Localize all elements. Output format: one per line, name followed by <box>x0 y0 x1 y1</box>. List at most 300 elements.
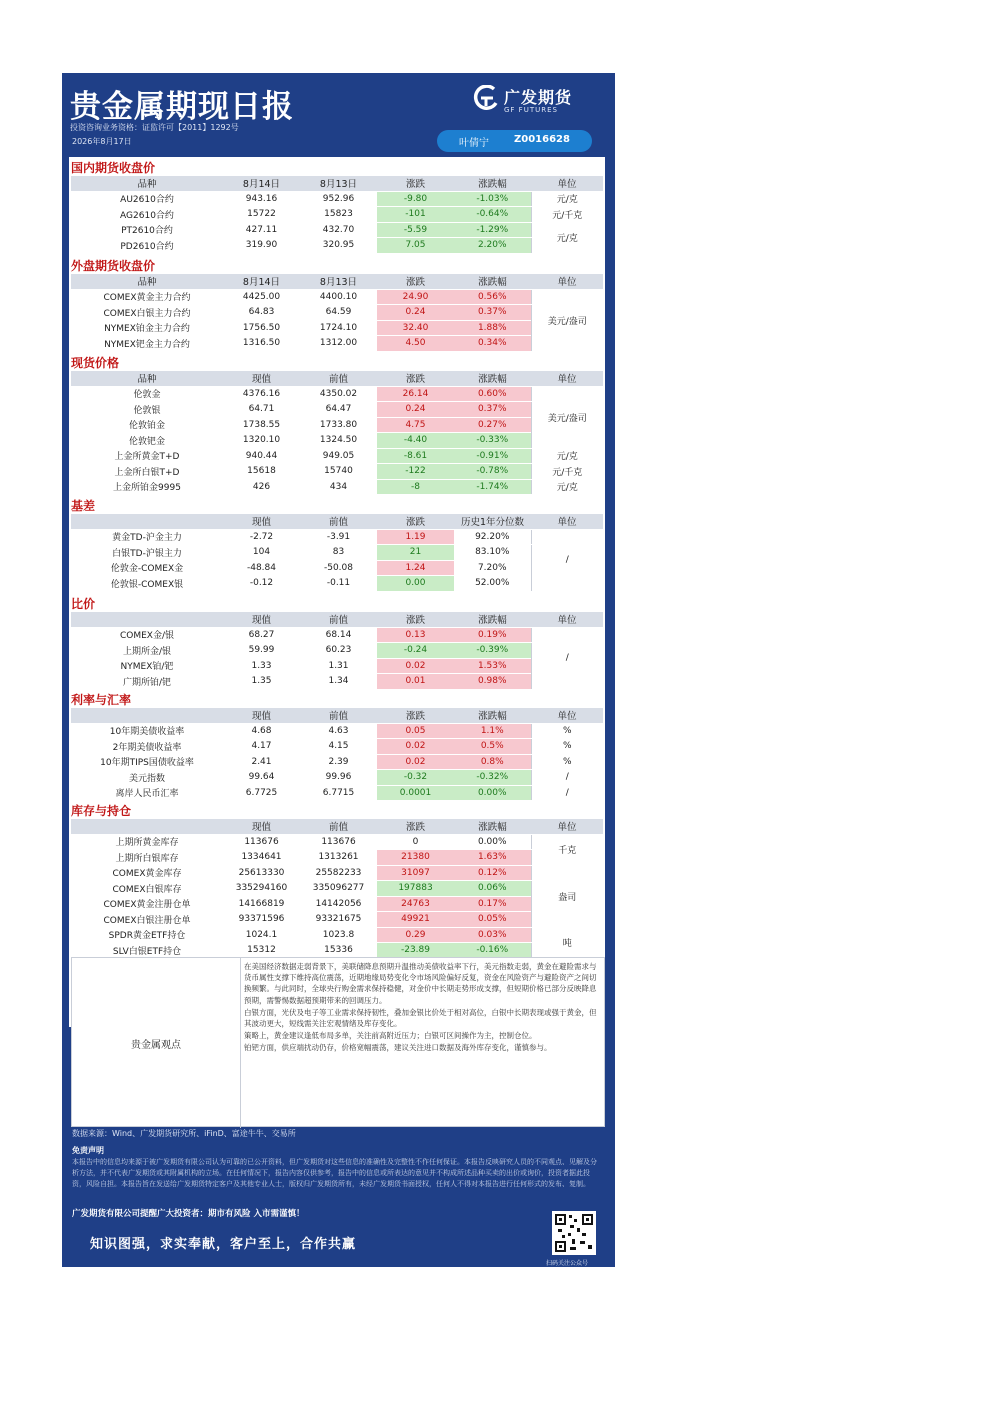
cell-name: COMEX黄金注册仓单 <box>71 896 223 912</box>
cell-previous: 83 <box>300 545 377 561</box>
cell-change: 0.05 <box>377 723 454 739</box>
cell-current: 64.83 <box>223 305 300 321</box>
cell-current: 6.7725 <box>223 785 300 801</box>
col-header: 8月14日 <box>223 274 300 289</box>
col-header: 历史1年分位数 <box>454 514 531 529</box>
col-header: 涨跌幅 <box>454 708 531 723</box>
disclaimer-text: 本报告中的信息均来源于被广发期货有限公司认为可靠的已公开资料，但广发期货对这些信息的准确性及完整性不作任何保证。本报告反映研究人员的不同观点、见解及分析方法，并不代表广发期货或其附属机构的立场。在任何情况下，报告内容仅供参考，报告中的信息或所表达的意见并不构成所述品种买卖的出价或询价，投资者据此投资，风险自担。本报告旨在发送给广发期货特定客户及其他专业人士，版权归广发期货所有，未经广发期货书面授权，任何人不得对本报告进行任何形式的发布、复制。 <box>72 1158 597 1188</box>
table-header-row <box>71 274 603 289</box>
qr-code-icon <box>552 1211 596 1255</box>
cell-name: 10年期美债收益率 <box>71 723 223 739</box>
cell-name: 伦敦银 <box>71 402 223 418</box>
report-date: 2026年8月17日 <box>72 137 132 146</box>
cell-unit: / <box>531 627 603 689</box>
foreign-table <box>71 274 603 352</box>
cell-previous: 320.95 <box>300 238 377 254</box>
cell-current: 1316.50 <box>223 336 300 352</box>
cell-unit: 元/千克 <box>531 207 603 223</box>
cell-change-pct: -0.32% <box>454 770 531 786</box>
cell-current: 1.35 <box>223 674 300 690</box>
logo-text-en: GF FUTURES <box>504 106 558 114</box>
cell-previous: 113676 <box>300 834 377 850</box>
cell-change-pct: 0.00% <box>454 785 531 801</box>
cell-change-pct: 0.56% <box>454 289 531 305</box>
report-title: 贵金属期现日报 <box>70 89 294 125</box>
cell-current: 319.90 <box>223 238 300 254</box>
cell-current: -2.72 <box>223 529 300 545</box>
license-text: 投资咨询业务资格：证监许可【2011】1292号 <box>70 123 239 132</box>
col-header: 单位 <box>531 708 603 723</box>
cell-percentile: 92.20% <box>454 529 531 545</box>
cell-previous: -50.08 <box>300 560 377 576</box>
table-row <box>71 643 603 659</box>
cell-unit: 美元/盎司 <box>531 386 603 448</box>
col-header: 单位 <box>531 371 603 386</box>
view-paragraph: 铂钯方面，供应端扰动仍存，价格宽幅震荡，建议关注进口数据及海外库存变化，谨慎参与。 <box>244 1043 552 1053</box>
section-title-rates: 利率与汇率 <box>71 693 132 707</box>
cell-current: 1320.10 <box>223 433 300 449</box>
cell-change: -23.89 <box>377 943 454 959</box>
cell-change: 32.40 <box>377 320 454 336</box>
table-row <box>71 723 603 739</box>
cell-previous: 432.70 <box>300 222 377 238</box>
cell-change: 0 <box>377 834 454 850</box>
cell-unit: 盎司 <box>531 865 603 927</box>
col-header: 单位 <box>531 514 603 529</box>
cell-previous: 93321675 <box>300 912 377 928</box>
cell-name: 上金所黄金T+D <box>71 448 223 464</box>
cell-previous: 1312.00 <box>300 336 377 352</box>
cell-previous: 15336 <box>300 943 377 959</box>
cell-unit: 元/克 <box>531 222 603 253</box>
cell-change-pct: 0.37% <box>454 305 531 321</box>
cell-change-pct: -1.03% <box>454 191 531 207</box>
cell-change: 0.0001 <box>377 785 454 801</box>
cell-name: PD2610合约 <box>71 238 223 254</box>
cell-current: 427.11 <box>223 222 300 238</box>
cell-current: 2.41 <box>223 754 300 770</box>
table-row <box>71 545 603 561</box>
cell-change: 4.50 <box>377 336 454 352</box>
cell-previous: -3.91 <box>300 529 377 545</box>
col-header: 涨跌幅 <box>454 612 531 627</box>
section-title-spot: 现货价格 <box>71 356 120 370</box>
cell-previous: 1313261 <box>300 850 377 866</box>
table-row <box>71 305 603 321</box>
cell-current: 4376.16 <box>223 386 300 402</box>
cell-name: SPDR黄金ETF持仓 <box>71 927 223 943</box>
view-paragraph: 策略上，黄金建议逢低布局多单，关注前高附近压力；白银可区间操作为主，控制仓位。 <box>244 1031 537 1041</box>
table-row <box>71 785 603 801</box>
section-title-inventory: 库存与持仓 <box>71 804 132 818</box>
col-header: 现值 <box>223 371 300 386</box>
cell-name: NYMEX钯金主力合约 <box>71 336 223 352</box>
cell-name: 广期所铂/钯 <box>71 674 223 690</box>
cell-name: 伦敦铂金 <box>71 417 223 433</box>
cell-change: 0.00 <box>377 576 454 592</box>
table-row <box>71 912 603 928</box>
cell-change: 0.13 <box>377 627 454 643</box>
cell-current: 1334641 <box>223 850 300 866</box>
col-header: 涨跌幅 <box>454 371 531 386</box>
cell-change-pct: 1.53% <box>454 658 531 674</box>
cell-previous: 60.23 <box>300 643 377 659</box>
cell-change-pct: 1.1% <box>454 723 531 739</box>
cell-previous: 4350.02 <box>300 386 377 402</box>
data-source-note: 数据来源：Wind、广发期货研究所、iFinD、富途牛牛、交易所 <box>72 1129 296 1138</box>
ratio-table <box>71 612 603 690</box>
market-view-label: 贵金属观点 <box>72 958 241 1128</box>
cell-change: 24.90 <box>377 289 454 305</box>
cell-name: 离岸人民币汇率 <box>71 785 223 801</box>
cell-change: 0.24 <box>377 402 454 418</box>
table-row <box>71 207 603 223</box>
cell-percentile: 7.20% <box>454 560 531 576</box>
cell-name: 上金所白银T+D <box>71 464 223 480</box>
col-header: 现值 <box>223 708 300 723</box>
col-header: 现值 <box>223 612 300 627</box>
cell-change-pct: 0.98% <box>454 674 531 690</box>
analyst-name: 叶倩宁 <box>459 138 489 149</box>
col-header: 单位 <box>531 274 603 289</box>
col-header: 前值 <box>300 819 377 834</box>
cell-previous: 4.15 <box>300 739 377 755</box>
col-header: 涨跌 <box>377 514 454 529</box>
cell-current: 104 <box>223 545 300 561</box>
cell-change: 0.02 <box>377 658 454 674</box>
gf-logo-icon <box>472 85 500 113</box>
cell-change: 26.14 <box>377 386 454 402</box>
cell-current: 940.44 <box>223 448 300 464</box>
cell-name: COMEX黄金库存 <box>71 865 223 881</box>
cell-name: 上期所白银库存 <box>71 850 223 866</box>
cell-name: COMEX金/银 <box>71 627 223 643</box>
cell-current: 113676 <box>223 834 300 850</box>
cell-name: SLV白银ETF持仓 <box>71 943 223 959</box>
col-header: 前值 <box>300 371 377 386</box>
cell-change-pct: 0.27% <box>454 417 531 433</box>
cell-unit: 元/克 <box>531 448 603 464</box>
col-header <box>71 708 223 723</box>
view-paragraph: 在美国经济数据走弱背景下，美联储降息预期升温推动美债收益率下行，美元指数走弱，黄金在避险需求与货币属性支撑下维持高位震荡，近期地缘局势变化令市场风险偏好反复，资金在风险资产与避险资产之间切换频繁。与此同时，全球央行购金需求保持稳健，对金价中长期走势形成支撑，但短期价格已部分反映降息预期，需警惕数据超预期带来的回调压力。 <box>244 962 597 1005</box>
col-header: 8月13日 <box>300 274 377 289</box>
cell-change-pct: 0.5% <box>454 739 531 755</box>
col-header: 现值 <box>223 819 300 834</box>
col-header <box>71 514 223 529</box>
table-row <box>71 336 603 352</box>
cell-name: 上期所黄金库存 <box>71 834 223 850</box>
view-paragraph: 白银方面，光伏及电子等工业需求保持韧性，叠加金银比价处于相对高位，白银中长期表现或强于黄金，但其波动更大，短线需关注宏观情绪及库存变化。 <box>244 1007 597 1029</box>
cell-previous: 1324.50 <box>300 433 377 449</box>
company-logo <box>472 85 592 119</box>
table-row <box>71 770 603 786</box>
cell-previous: 1724.10 <box>300 320 377 336</box>
cell-change: 0.24 <box>377 305 454 321</box>
cell-name: 黄金TD-沪金主力 <box>71 529 223 545</box>
report-sheet <box>62 73 615 1267</box>
cell-percentile: 52.00% <box>454 576 531 592</box>
cell-current: 4.68 <box>223 723 300 739</box>
qr-caption: 扫码关注公众号 <box>546 1260 589 1267</box>
cell-change-pct: 0.37% <box>454 402 531 418</box>
table-header-row <box>71 514 603 529</box>
col-header: 前值 <box>300 708 377 723</box>
cell-change: 21 <box>377 545 454 561</box>
cell-change: 0.02 <box>377 754 454 770</box>
cell-change-pct: 0.34% <box>454 336 531 352</box>
cell-change: -122 <box>377 464 454 480</box>
cell-previous: 68.14 <box>300 627 377 643</box>
cell-previous: 1.34 <box>300 674 377 690</box>
cell-unit: % <box>531 754 603 770</box>
cell-unit: 千克 <box>531 834 603 865</box>
cell-change-pct: -0.64% <box>454 207 531 223</box>
cell-previous: -0.11 <box>300 576 377 592</box>
col-header <box>71 612 223 627</box>
cell-current: 1738.55 <box>223 417 300 433</box>
col-header: 涨跌 <box>377 176 454 191</box>
cell-previous: 1733.80 <box>300 417 377 433</box>
cell-current: 1.33 <box>223 658 300 674</box>
cell-current: 15722 <box>223 207 300 223</box>
cell-change: -5.59 <box>377 222 454 238</box>
cell-change: -4.40 <box>377 433 454 449</box>
cell-current: 99.64 <box>223 770 300 786</box>
cell-unit: / <box>531 785 603 801</box>
table-row <box>71 674 603 690</box>
cell-previous: 15823 <box>300 207 377 223</box>
cell-name: 伦敦金-COMEX金 <box>71 560 223 576</box>
section-title-basis: 基差 <box>71 499 96 513</box>
cell-unit: % <box>531 723 603 739</box>
col-header: 涨跌幅 <box>454 274 531 289</box>
section-title-ratio: 比价 <box>71 597 96 611</box>
col-header <box>71 819 223 834</box>
cell-unit: 元/千克 <box>531 464 603 480</box>
cell-change-pct: 1.88% <box>454 320 531 336</box>
col-header: 现值 <box>223 514 300 529</box>
cell-change-pct: -1.29% <box>454 222 531 238</box>
cell-name: 2年期美债收益率 <box>71 739 223 755</box>
cell-current: 335294160 <box>223 881 300 897</box>
cell-previous: 64.59 <box>300 305 377 321</box>
cell-change-pct: -0.91% <box>454 448 531 464</box>
cell-previous: 99.96 <box>300 770 377 786</box>
col-header: 涨跌 <box>377 274 454 289</box>
section-title-foreign: 外盘期货收盘价 <box>71 259 156 273</box>
cell-change: -0.32 <box>377 770 454 786</box>
cell-change: -8.61 <box>377 448 454 464</box>
table-header-row <box>71 612 603 627</box>
cell-change-pct: 0.60% <box>454 386 531 402</box>
col-header: 涨跌 <box>377 819 454 834</box>
cell-previous: 1.31 <box>300 658 377 674</box>
cell-current: -0.12 <box>223 576 300 592</box>
table-row <box>71 529 603 545</box>
cell-name: COMEX黄金主力合约 <box>71 289 223 305</box>
section-title-domestic: 国内期货收盘价 <box>71 161 156 175</box>
cell-previous: 14142056 <box>300 896 377 912</box>
risk-reminder: 广发期货有限公司提醒广大投资者：期市有风险 入市需谨慎！ <box>72 1209 305 1219</box>
table-row <box>71 739 603 755</box>
table-header-row <box>71 819 603 834</box>
cell-change: 49921 <box>377 912 454 928</box>
spot-table <box>71 371 603 495</box>
table-header-row <box>71 176 603 191</box>
col-header: 单位 <box>531 819 603 834</box>
table-header-row <box>71 371 603 386</box>
cell-name: 伦敦银-COMEX银 <box>71 576 223 592</box>
cell-change: 197883 <box>377 881 454 897</box>
domestic-table <box>71 176 603 254</box>
cell-name: 上金所铂金9995 <box>71 479 223 495</box>
cell-change: 24763 <box>377 896 454 912</box>
cell-current: 1756.50 <box>223 320 300 336</box>
table-header-row <box>71 708 603 723</box>
company-slogan: 知识图强，求实奉献，客户至上，合作共赢 <box>90 1237 357 1252</box>
cell-change-pct: 0.19% <box>454 627 531 643</box>
table-row <box>71 402 603 418</box>
table-row <box>71 834 603 850</box>
cell-change: 0.02 <box>377 739 454 755</box>
table-row <box>71 576 603 592</box>
cell-previous: 952.96 <box>300 191 377 207</box>
cell-change: -8 <box>377 479 454 495</box>
table-row <box>71 896 603 912</box>
cell-previous: 6.7715 <box>300 785 377 801</box>
table-row <box>71 320 603 336</box>
cell-unit: 吨 <box>531 927 603 958</box>
cell-name: 10年期TIPS国债收益率 <box>71 754 223 770</box>
cell-current: 64.71 <box>223 402 300 418</box>
cell-change-pct: 0.06% <box>454 881 531 897</box>
cell-previous: 434 <box>300 479 377 495</box>
cell-change-pct: 1.63% <box>454 850 531 866</box>
table-row <box>71 754 603 770</box>
table-row <box>71 433 603 449</box>
analyst-badge <box>437 130 592 152</box>
table-row <box>71 222 603 238</box>
col-header: 前值 <box>300 514 377 529</box>
cell-current: 15618 <box>223 464 300 480</box>
cell-unit: % <box>531 739 603 755</box>
cell-change: 21380 <box>377 850 454 866</box>
table-row <box>71 417 603 433</box>
table-row <box>71 448 603 464</box>
cell-previous: 15740 <box>300 464 377 480</box>
cell-change: 4.75 <box>377 417 454 433</box>
table-row <box>71 289 603 305</box>
basis-table <box>71 514 603 592</box>
table-row <box>71 386 603 402</box>
cell-current: 4425.00 <box>223 289 300 305</box>
cell-change: -101 <box>377 207 454 223</box>
cell-change-pct: 2.20% <box>454 238 531 254</box>
cell-change-pct: 0.8% <box>454 754 531 770</box>
cell-name: 白银TD-沪银主力 <box>71 545 223 561</box>
cell-name: 美元指数 <box>71 770 223 786</box>
col-header: 涨跌 <box>377 708 454 723</box>
table-row <box>71 927 603 943</box>
cell-change-pct: -1.74% <box>454 479 531 495</box>
cell-change-pct: -0.16% <box>454 943 531 959</box>
cell-change-pct: 0.00% <box>454 834 531 850</box>
cell-name: AU2610合约 <box>71 191 223 207</box>
table-row <box>71 560 603 576</box>
cell-change: 0.29 <box>377 927 454 943</box>
col-header: 涨跌幅 <box>454 819 531 834</box>
cell-previous: 2.39 <box>300 754 377 770</box>
cell-current: 59.99 <box>223 643 300 659</box>
cell-name: AG2610合约 <box>71 207 223 223</box>
cell-current: 1024.1 <box>223 927 300 943</box>
cell-previous: 4.63 <box>300 723 377 739</box>
cell-change-pct: -0.39% <box>454 643 531 659</box>
table-row <box>71 479 603 495</box>
col-header: 品种 <box>71 274 223 289</box>
logo-text-cn: 广发期货 <box>504 88 573 107</box>
cell-previous: 25582233 <box>300 865 377 881</box>
cell-previous: 1023.8 <box>300 927 377 943</box>
cell-name: COMEX白银库存 <box>71 881 223 897</box>
col-header: 涨跌 <box>377 612 454 627</box>
cell-unit: 元/克 <box>531 191 603 207</box>
col-header: 涨跌幅 <box>454 176 531 191</box>
table-row <box>71 881 603 897</box>
table-row <box>71 464 603 480</box>
table-row <box>71 850 603 866</box>
cell-change-pct: -0.78% <box>454 464 531 480</box>
col-header: 前值 <box>300 612 377 627</box>
cell-name: 上期所金/银 <box>71 643 223 659</box>
cell-name: COMEX白银主力合约 <box>71 305 223 321</box>
data-panel <box>69 157 605 1027</box>
col-header: 8月14日 <box>223 176 300 191</box>
cell-current: 14166819 <box>223 896 300 912</box>
cell-change-pct: 0.05% <box>454 912 531 928</box>
col-header: 单位 <box>531 176 603 191</box>
table-row <box>71 658 603 674</box>
table-row <box>71 865 603 881</box>
table-row <box>71 238 603 254</box>
cell-previous: 335096277 <box>300 881 377 897</box>
col-header: 涨跌 <box>377 371 454 386</box>
cell-current: -48.84 <box>223 560 300 576</box>
cell-name: NYMEX铂金主力合约 <box>71 320 223 336</box>
cell-current: 943.16 <box>223 191 300 207</box>
disclaimer-title: 免责声明 <box>72 1146 104 1155</box>
table-row <box>71 943 603 959</box>
cell-name: NYMEX铂/钯 <box>71 658 223 674</box>
cell-current: 25613330 <box>223 865 300 881</box>
col-header: 品种 <box>71 371 223 386</box>
cell-change-pct: 0.12% <box>454 865 531 881</box>
cell-name: PT2610合约 <box>71 222 223 238</box>
cell-name: 伦敦钯金 <box>71 433 223 449</box>
market-view-text <box>244 961 600 1055</box>
cell-change: 0.01 <box>377 674 454 690</box>
cell-name: COMEX白银注册仓单 <box>71 912 223 928</box>
cell-unit: 美元/盎司 <box>531 289 603 351</box>
cell-change-pct: -0.33% <box>454 433 531 449</box>
cell-change: -0.24 <box>377 643 454 659</box>
cell-previous: 949.05 <box>300 448 377 464</box>
cell-current: 426 <box>223 479 300 495</box>
cell-current: 93371596 <box>223 912 300 928</box>
cell-current: 15312 <box>223 943 300 959</box>
inventory-table <box>71 819 603 959</box>
cell-current: 68.27 <box>223 627 300 643</box>
